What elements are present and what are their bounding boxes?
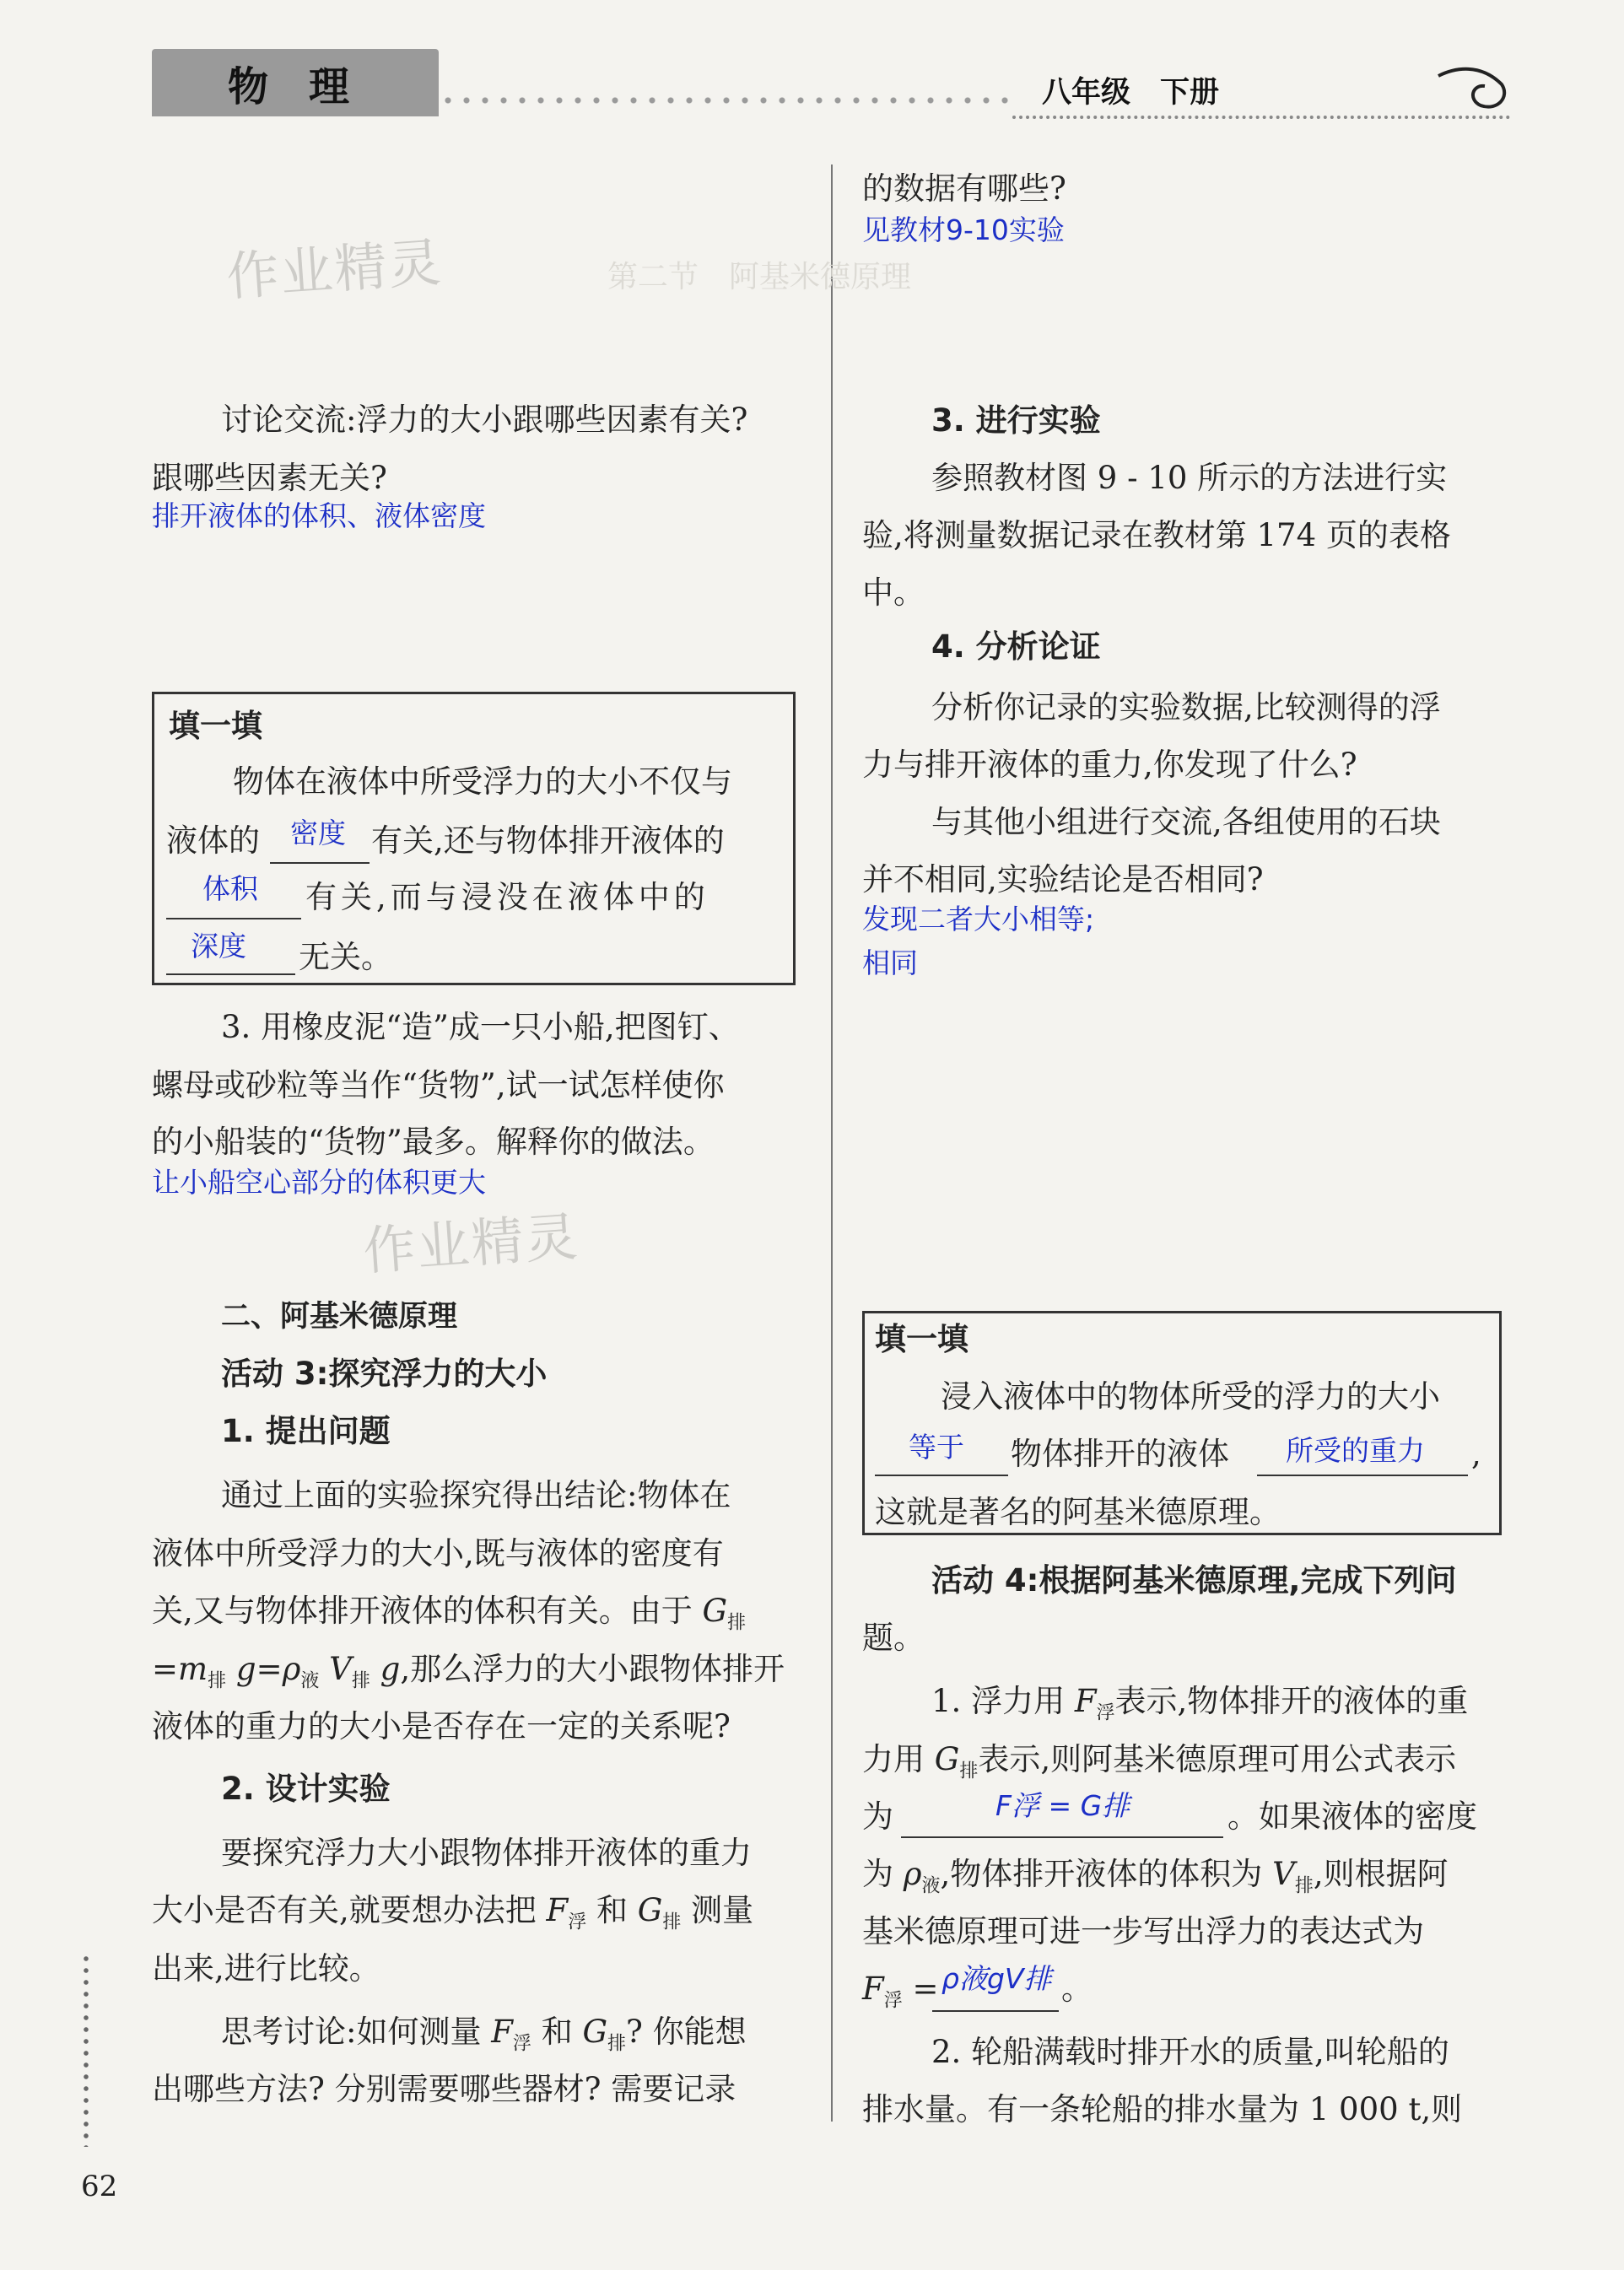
fill-box-2-line2-end: , bbox=[1471, 1436, 1481, 1472]
q3-line1: 3. 用橡皮泥“造”成一只小船,把图钉、 bbox=[221, 1009, 740, 1045]
activity3-heading bbox=[221, 1348, 547, 1400]
r4-line3: 与其他小组进行交流,各组使用的石块 bbox=[931, 804, 1441, 840]
q3-line3: 的小船装的“货物”最多。解释你的做法。 bbox=[152, 1124, 715, 1160]
p2-line2: 大小是否有关,就要想办法把 $F_浮$ 和 $G_排$ 测量 bbox=[152, 1892, 754, 1933]
step2-heading bbox=[221, 1763, 391, 1815]
r4-line2: 力与排开液体的重力,你发现了什么? bbox=[862, 747, 1357, 783]
step2-label: 2. 设计实验 bbox=[221, 1771, 391, 1807]
fill-box-1-line4: 无关。 bbox=[299, 939, 392, 975]
p1-line5: 液体的重力的大小是否存在一定的关系呢? bbox=[152, 1708, 731, 1744]
q1-line5: 基米德原理可进一步写出浮力的表达式为 bbox=[862, 1913, 1424, 1949]
q1-line2: 力用 $G_排$表示,则阿基米德原理可用公式表示 bbox=[862, 1741, 1457, 1782]
q1-line4a: 为 bbox=[862, 1856, 893, 1892]
p1-line1: 通过上面的实验探究得出结论:物体在 bbox=[221, 1477, 731, 1513]
margin-dots bbox=[83, 1953, 89, 2147]
answer-formula-1: F浮 = G排 bbox=[995, 1789, 1130, 1822]
activity4-line1 bbox=[931, 1555, 1456, 1607]
bleed-through: 第二节 阿基米德原理 bbox=[607, 260, 912, 294]
p1-line2: 液体中所受浮力的大小,既与液体的密度有 bbox=[152, 1535, 724, 1572]
discussion-question-line2: 跟哪些因素无关? bbox=[152, 460, 387, 496]
p2-line2b: 和 bbox=[596, 1892, 628, 1928]
book-logo-icon bbox=[1430, 59, 1514, 118]
step3-heading bbox=[931, 395, 1101, 447]
activity3-label: 活动 3:探究浮力的大小 bbox=[221, 1356, 548, 1392]
header-subject: 物 理 bbox=[228, 63, 350, 111]
answer-r4b: 相同 bbox=[862, 946, 918, 979]
q1-line1a: 1. 浮力用 bbox=[931, 1683, 1066, 1719]
answer-blank-5: 所受的重力 bbox=[1286, 1434, 1425, 1467]
r3-line1: 参照教材图 9 - 10 所示的方法进行实 bbox=[931, 460, 1448, 496]
p1-line4-text: ,那么浮力的大小跟物体排开 bbox=[400, 1651, 785, 1687]
q1-line1b: 表示,物体排开的液体的重 bbox=[1114, 1683, 1469, 1719]
step3-label: 3. 进行实验 bbox=[931, 402, 1101, 439]
p2-line1: 要探究浮力大小跟物体排开液体的重力 bbox=[221, 1835, 752, 1871]
p2-line2a: 大小是否有关,就要想办法把 bbox=[152, 1892, 537, 1928]
fill-box-2-title: 填一填 bbox=[875, 1321, 968, 1357]
q1-line1: 1. 浮力用 $F_浮$表示,物体排开的液体的重 bbox=[931, 1683, 1469, 1724]
q2-line2: 排水量。有一条轮船的排水量为 1 000 t,则 bbox=[862, 2091, 1463, 2127]
r4-line1: 分析你记录的实验数据,比较测得的浮 bbox=[931, 689, 1441, 725]
p3-line1b: 和 bbox=[541, 2014, 573, 2050]
p3-line1c: ? 你能想 bbox=[626, 2014, 747, 2050]
answer-r4a: 发现二者大小相等; bbox=[862, 903, 1095, 935]
r4-line4: 并不相同,实验结论是否相同? bbox=[862, 861, 1264, 898]
column-divider bbox=[831, 164, 833, 2122]
step1-heading bbox=[221, 1405, 391, 1458]
header-dots bbox=[439, 94, 1012, 106]
answer-r0: 见教材9-10实验 bbox=[862, 213, 1065, 246]
q1-line4c: ,则根据阿 bbox=[1313, 1856, 1449, 1892]
right-line-r0: 的数据有哪些? bbox=[862, 170, 1066, 207]
q1-line3b: 。如果液体的密度 bbox=[1227, 1798, 1477, 1835]
blank-5[interactable] bbox=[1257, 1475, 1468, 1476]
q1-line2a: 力用 bbox=[862, 1741, 925, 1777]
answer-blank-4: 等于 bbox=[909, 1431, 964, 1464]
r3-line2: 验,将测量数据记录在教材第 174 页的表格 bbox=[862, 517, 1451, 553]
blank-formula-2[interactable] bbox=[932, 2010, 1059, 2012]
fill-box-1-title: 填一填 bbox=[169, 708, 262, 744]
fill-box-2-line1: 浸入液体中的物体所受的浮力的大小 bbox=[941, 1378, 1440, 1415]
answer-discussion: 排开液体的体积、液体密度 bbox=[152, 499, 486, 532]
activity4-line2: 题。 bbox=[862, 1620, 925, 1656]
answer-blank-2: 体积 bbox=[202, 872, 258, 905]
p2-line2c: 测量 bbox=[691, 1892, 754, 1928]
answer-q3: 让小船空心部分的体积更大 bbox=[152, 1166, 486, 1199]
fill-box-2-line2: 物体排开的液体 bbox=[1011, 1436, 1229, 1472]
r3-line3: 中。 bbox=[862, 574, 925, 611]
answer-blank-3: 深度 bbox=[191, 930, 246, 962]
answer-blank-1: 密度 bbox=[290, 817, 346, 849]
q1-line6-prefix: $F_浮$ = bbox=[862, 1971, 939, 2012]
blank-formula-1[interactable] bbox=[901, 1836, 1223, 1838]
blank-4[interactable] bbox=[875, 1475, 1008, 1476]
header-grade: 八年级 下册 bbox=[1042, 76, 1220, 110]
watermark-1: 作业精灵 bbox=[224, 231, 445, 308]
section-heading-archimedes: 二、阿基米德原理 bbox=[221, 1300, 458, 1334]
blank-3[interactable] bbox=[166, 973, 295, 975]
activity4-label: 活动 4:根据阿基米德原理,完成下列问 bbox=[931, 1562, 1457, 1599]
fill-box-1-line3: 有关,而与浸没在液体中的 bbox=[305, 879, 709, 915]
p1-line4: $=m_排$ $g=\rho_液$ $V_排$ g,那么浮力的大小跟物体排开 bbox=[152, 1651, 785, 1692]
p3-line1: 思考讨论:如何测量 $F_浮$ 和 $G_排$? 你能想 bbox=[221, 2014, 747, 2055]
q1-line6-end: 。 bbox=[1061, 1971, 1093, 2007]
page-number: 62 bbox=[81, 2170, 118, 2203]
blank-1[interactable] bbox=[270, 862, 370, 864]
q2-line1: 2. 轮船满载时排开水的质量,叫轮船的 bbox=[931, 2034, 1449, 2070]
p1-line3-text: 关,又与物体排开液体的体积有关。由于 bbox=[152, 1593, 693, 1629]
blank-2[interactable] bbox=[166, 918, 301, 919]
watermark-2: 作业精灵 bbox=[361, 1205, 581, 1282]
fill-box-1-line2a: 液体的 bbox=[166, 822, 260, 859]
p3-line1a: 思考讨论:如何测量 bbox=[221, 2014, 482, 2050]
q1-line2b: 表示,则阿基米德原理可用公式表示 bbox=[978, 1741, 1457, 1777]
p1-line3: 关,又与物体排开液体的体积有关。由于 $G_排$ bbox=[152, 1593, 747, 1634]
q3-line2: 螺母或砂粒等当作“货物”,试一试怎样使你 bbox=[152, 1067, 725, 1103]
q1-line3a: 为 bbox=[862, 1798, 893, 1835]
p3-line2: 出哪些方法? 分别需要哪些器材? 需要记录 bbox=[152, 2071, 736, 2107]
fill-box-1-line2b: 有关,还与物体排开液体的 bbox=[371, 822, 725, 859]
fill-box-2-line3: 这就是著名的阿基米德原理。 bbox=[875, 1494, 1281, 1530]
step1-label: 1. 提出问题 bbox=[221, 1413, 391, 1449]
step4-label: 4. 分析论证 bbox=[931, 628, 1101, 665]
answer-formula-2: ρ液gV排 bbox=[941, 1962, 1052, 1995]
p2-line3: 出来,进行比较。 bbox=[152, 1950, 380, 1987]
discussion-question-line1: 讨论交流:浮力的大小跟哪些因素有关? bbox=[221, 402, 748, 438]
q1-line4b: ,物体排开液体的体积为 bbox=[940, 1856, 1263, 1892]
q1-line4: 为 $\rho_液$,物体排开液体的体积为 $V_排$,则根据阿 bbox=[862, 1856, 1449, 1897]
step4-heading bbox=[931, 621, 1101, 673]
fill-box-1-line1: 物体在液体中所受浮力的大小不仅与 bbox=[233, 763, 732, 800]
